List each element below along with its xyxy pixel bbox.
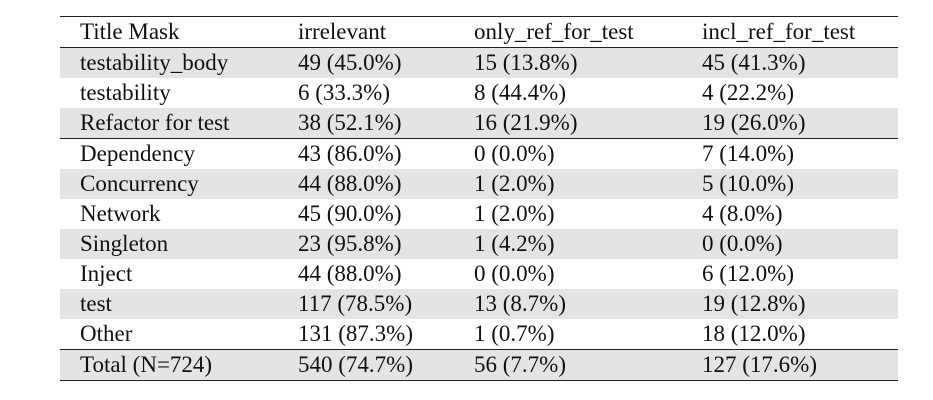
table-cell: 44 (88.0%) (298, 261, 402, 286)
table-row (60, 199, 898, 229)
table-cell: 44 (88.0%) (278, 169, 454, 199)
row-label: Inject (80, 261, 133, 286)
table-cell: 38 (52.1%) (278, 108, 454, 139)
header-cell: incl_ref_for_test (702, 19, 856, 44)
row-label: Dependency (80, 141, 195, 166)
table-cell: 19 (26.0%) (682, 108, 898, 139)
row-label: Network (80, 201, 161, 226)
header-row (60, 17, 898, 48)
row-label: Singleton (60, 229, 278, 259)
table-row (60, 48, 898, 79)
table-cell: 0 (0.0%) (474, 141, 555, 166)
table-cell: 45 (90.0%) (298, 201, 402, 226)
table-cell: 5 (10.0%) (682, 169, 898, 199)
table-cell: 6 (33.3%) (298, 80, 390, 105)
table-cell: 0 (0.0%) (682, 229, 898, 259)
table-cell: 1 (4.2%) (454, 229, 682, 259)
header-cell: irrelevant (298, 19, 387, 44)
table-cell: 49 (45.0%) (278, 48, 454, 79)
table-row (60, 78, 898, 108)
table-row (60, 108, 898, 139)
table-cell: 23 (95.8%) (278, 229, 454, 259)
table-row (60, 169, 898, 199)
table-cell: 1 (2.0%) (454, 169, 682, 199)
table-cell: 18 (12.0%) (702, 321, 806, 346)
table-cell: 43 (86.0%) (298, 141, 402, 166)
row-label: Total (N=724) (60, 350, 278, 381)
header-cell: only_ref_for_test (474, 19, 634, 44)
table-row (60, 259, 898, 289)
row-label: test (60, 289, 278, 319)
table-row (60, 139, 898, 170)
table-row (60, 319, 898, 350)
table-cell: 117 (78.5%) (278, 289, 454, 319)
total-row (60, 350, 898, 381)
table-cell: 540 (74.7%) (278, 350, 454, 381)
row-label: Other (80, 321, 133, 346)
table-cell: 6 (12.0%) (702, 261, 794, 286)
table-cell: 4 (8.0%) (702, 201, 783, 226)
table-cell: 1 (2.0%) (474, 201, 555, 226)
table-cell: 19 (12.8%) (682, 289, 898, 319)
table-cell: 16 (21.9%) (454, 108, 682, 139)
results-table (60, 16, 898, 381)
header-cell: Title Mask (80, 19, 180, 44)
table-cell: 1 (0.7%) (474, 321, 555, 346)
row-label: testability_body (60, 48, 278, 79)
row-label: Concurrency (60, 169, 278, 199)
table-cell: 8 (44.4%) (474, 80, 566, 105)
table-cell: 131 (87.3%) (298, 321, 413, 346)
table-cell: 7 (14.0%) (702, 141, 794, 166)
table-cell: 4 (22.2%) (702, 80, 794, 105)
table-cell: 45 (41.3%) (682, 48, 898, 79)
row-label: testability (80, 80, 171, 105)
table-cell: 127 (17.6%) (682, 350, 898, 381)
table-cell: 13 (8.7%) (454, 289, 682, 319)
table-cell: 15 (13.8%) (454, 48, 682, 79)
row-label: Refactor for test (60, 108, 278, 139)
table-row (60, 229, 898, 259)
table-row (60, 289, 898, 319)
table-cell: 0 (0.0%) (474, 261, 555, 286)
table-cell: 56 (7.7%) (454, 350, 682, 381)
